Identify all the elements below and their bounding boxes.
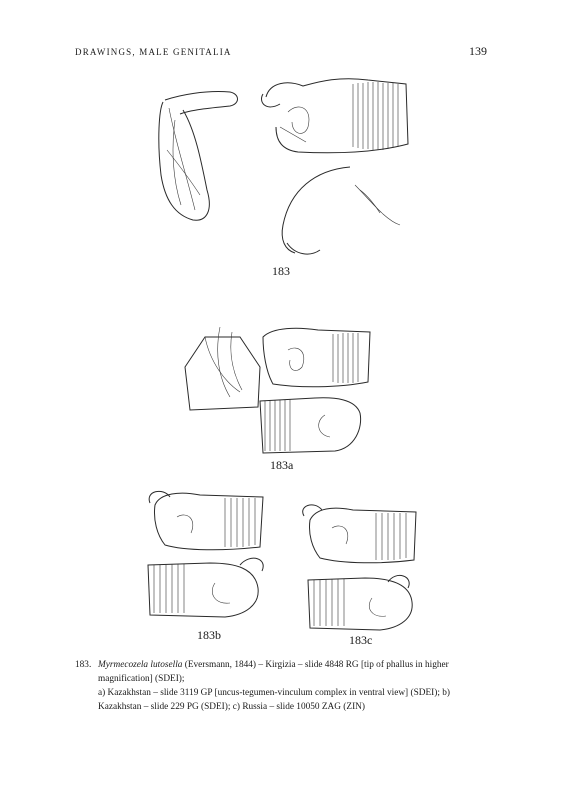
caption-species-name: Myrmecozela lutosella xyxy=(98,660,183,670)
figure-label-183c: 183c xyxy=(349,633,373,647)
figure-183-phallus-tip-drawing xyxy=(275,165,415,265)
figure-label-183b: 183b xyxy=(197,628,221,642)
caption-number: 183. xyxy=(75,660,92,670)
figure-183a-valva-top-drawing xyxy=(258,322,378,392)
caption-line-1 xyxy=(98,658,495,672)
page-number: 139 xyxy=(469,44,487,58)
figure-183-phallus-drawing xyxy=(145,80,245,230)
figure-183a-complex-drawing xyxy=(180,322,265,417)
figure-183b-valva-bottom-drawing xyxy=(140,553,270,623)
caption-line-3: a) Kazakhstan – slide 3119 GP [uncus-tegumen-vinculum complex in ventral view] (SDEI); b) xyxy=(98,688,450,698)
caption-line-1-rest: (Eversmann, 1844) – Kirgizia – slide 4848 RG [tip of phallus in higher xyxy=(182,660,449,670)
caption-text xyxy=(98,658,495,714)
caption-line-4: Kazakhstan – slide 229 PG (SDEI); c) Russia – slide 10050 ZAG (ZIN) xyxy=(98,702,365,712)
running-title: DRAWINGS, MALE GENITALIA xyxy=(75,47,232,57)
figure-label-183: 183 xyxy=(272,264,290,278)
figure-183b-valva-top-drawing xyxy=(145,485,270,555)
figure-183c-valva-bottom-drawing xyxy=(300,568,425,636)
figure-183-valva-drawing xyxy=(258,72,418,162)
figure-label-183a: 183a xyxy=(270,458,294,472)
caption-line-2: magnification] (SDEI); xyxy=(98,674,185,684)
figure-caption xyxy=(75,658,495,714)
figure-183a-valva-bottom-drawing xyxy=(255,393,370,458)
figure-183c-valva-top-drawing xyxy=(298,498,423,566)
